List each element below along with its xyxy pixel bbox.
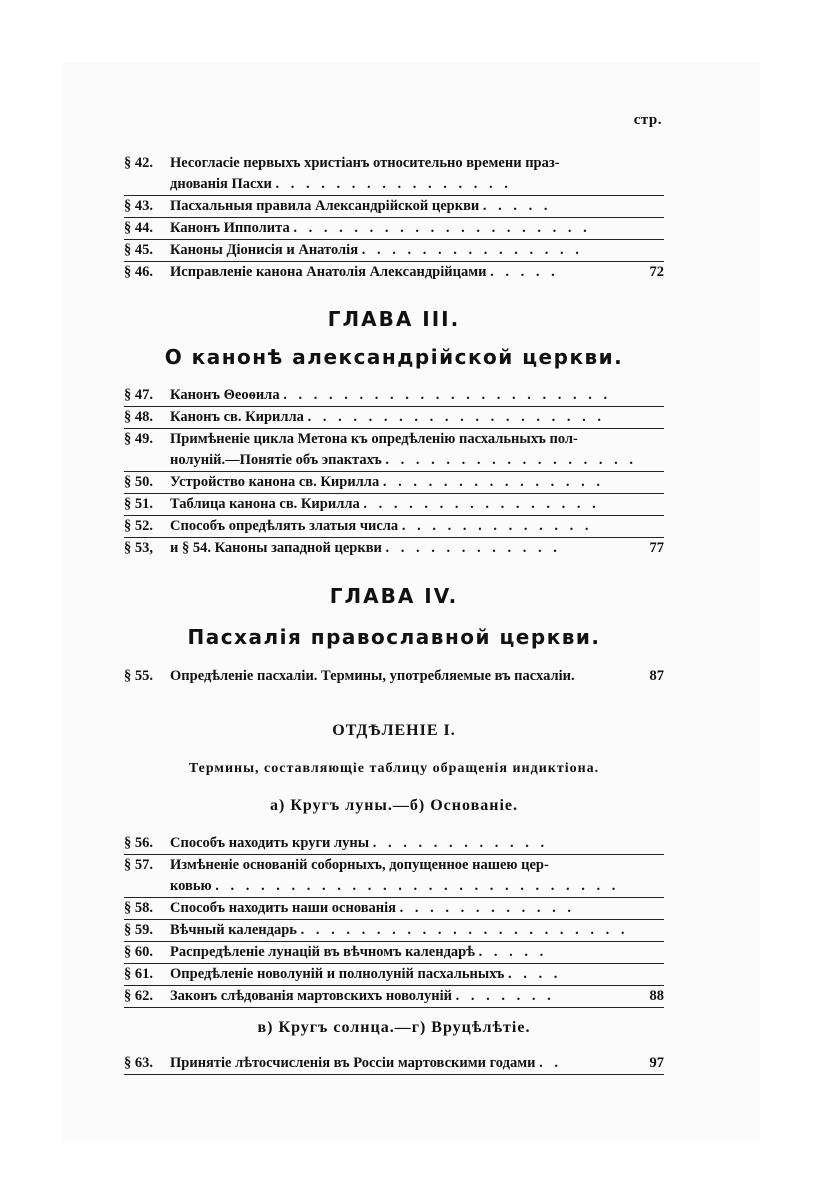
chapter-3-subtitle: О канонѣ александрійской церкви. (164, 345, 624, 369)
toc-group-63 (124, 1053, 664, 1075)
page-number: 72 (649, 264, 664, 280)
leader-dots: . . . . . . . . . . . . . . . . (275, 176, 512, 192)
entry-title: Канонъ Ипполита (170, 220, 290, 236)
entry-title: Канонъ Θеоѳила (170, 387, 280, 403)
entry-title-line2: нолуній.—Понятіе объ эпактахъ (170, 452, 382, 468)
leader-dots: . . . . . (478, 944, 548, 960)
entry-number: § 51. (124, 496, 153, 512)
entry-title: Способъ находить круги луны (170, 835, 370, 851)
entry-title-line2: ковью (170, 878, 212, 894)
leader-dots: . . . . (508, 966, 562, 982)
toc-entry-58[interactable] (124, 898, 664, 920)
chapter-4-subtitle: Пасхалія православной церкви. (187, 625, 601, 649)
toc-entry-48[interactable] (124, 407, 664, 429)
subsection-ab-title: а) Кругъ луны.—б) Основаніе. (270, 797, 518, 814)
entry-title: Канонъ св. Кирилла (170, 409, 304, 425)
entry-title-line2: днованія Пасхи (170, 176, 272, 192)
page-number: 97 (649, 1055, 664, 1071)
entry-title: Принятіе лѣтосчисленія въ Россіи мартовскими годами (170, 1055, 536, 1071)
entry-number: § 47. (124, 387, 153, 403)
page-number: 88 (649, 988, 664, 1004)
leader-dots: . . (539, 1055, 562, 1071)
entry-title: Способъ находить наши основанія (170, 900, 397, 916)
entry-title: Таблица канона св. Кирилла (170, 496, 360, 512)
entry-number: § 42. (124, 155, 153, 171)
entry-number: § 52. (124, 518, 153, 534)
entry-title: Вѣчный календарь (170, 922, 297, 938)
entry-number: § 55. (124, 668, 153, 684)
toc-entry-51[interactable] (124, 494, 664, 516)
entry-title-line1: Примѣненіе цикла Метона къ опредѣленію пасхальныхъ пол- (170, 431, 578, 447)
entry-number: § 63. (124, 1055, 153, 1071)
entry-number: § 49. (124, 431, 153, 447)
leader-dots: . . . . . . . . . . . . . . . . (363, 496, 600, 512)
entry-title: Устройство канона св. Кирилла (170, 474, 380, 490)
page-number: 77 (649, 540, 664, 556)
toc-entry-57[interactable] (124, 855, 664, 898)
leader-dots: . . . . . . . . . . . . (372, 835, 549, 851)
toc-entry-56[interactable] (124, 833, 664, 855)
leader-dots: . . . . . . . . . . . . . . . . . . . . . . (283, 387, 612, 403)
leader-dots: . . . . . (490, 264, 559, 280)
entry-title: Опредѣленіе новолуній и полнолуній пасхальныхъ (170, 966, 505, 982)
toc-entry-62[interactable] (124, 986, 664, 1008)
section-1-title: ОТДѢЛЕНІЕ I. (332, 722, 456, 739)
entry-title: Опредѣленіе пасхаліи. Термины, употребляемые въ пасхаліи. (170, 668, 575, 684)
section-1-subtitle: Термины, составляющіе таблицу обращенія индиктіона. (188, 761, 600, 776)
entry-title: Законъ слѣдованія мартовскихъ новолуній (170, 988, 452, 1004)
leader-dots: . . . . . . . . . . . . . . . (361, 242, 583, 258)
toc-entry-45[interactable] (124, 240, 664, 262)
entry-title: Каноны Діонисія и Анатолія (170, 242, 359, 258)
chapter-3-title: ГЛАВА III. (327, 307, 461, 331)
entry-title-line1: Измѣненіе основаній соборныхъ, допущенное нашею цер- (170, 857, 549, 873)
toc-group-1 (124, 153, 664, 283)
toc-entry-63[interactable] (124, 1053, 664, 1075)
leader-dots: . . . . . . . . . . . . . . . . . (385, 452, 637, 468)
entry-title: Исправленіе канона Анатолія Александрійцами (170, 264, 487, 280)
entry-number: § 62. (124, 988, 153, 1004)
leader-dots: . . . . . . . . . . . . . (401, 518, 593, 534)
toc-entry-44[interactable] (124, 218, 664, 240)
leader-dots: . . . . . . . . . . . . . . . . . . . . . . (300, 922, 629, 938)
entry-number: § 48. (124, 409, 153, 425)
toc-entry-60[interactable] (124, 942, 664, 964)
entry-number: § 56. (124, 835, 153, 851)
leader-dots: . . . . . . . . . . . . . . . . . . . . (307, 409, 605, 425)
toc-entry-49[interactable] (124, 429, 664, 472)
leader-dots: . . . . . . . (455, 988, 555, 1004)
entry-number: § 43. (124, 198, 153, 214)
subsection-vg-title: в) Кругъ солнца.—г) Вруцѣлѣтіе. (257, 1019, 531, 1036)
entry-number: § 44. (124, 220, 153, 236)
entry-title: и § 54. Каноны западной церкви (170, 540, 382, 556)
toc-group-2 (124, 385, 664, 559)
toc-entry-55[interactable] (124, 666, 664, 687)
toc-entry-53-54[interactable] (124, 538, 664, 559)
entry-number: § 60. (124, 944, 153, 960)
leader-dots: . . . . . . . . . . . . . . . . . . . . (293, 220, 591, 236)
leader-dots: . . . . . . . . . . . . . . . . . . . . . . . . . . . (215, 878, 620, 894)
leader-dots: . . . . . (482, 198, 552, 214)
entry-number: § 58. (124, 900, 153, 916)
entry-title: Пасхальныя правила Александрійской церкви (170, 198, 480, 214)
toc-entry-43[interactable] (124, 196, 664, 218)
chapter-4-title: ГЛАВА IV. (329, 584, 459, 608)
page-number: 87 (649, 668, 664, 684)
entry-number: § 53, (124, 540, 153, 556)
entry-number: § 61. (124, 966, 153, 982)
entry-number: § 59. (124, 922, 153, 938)
toc-group-55 (124, 666, 664, 687)
entry-number: § 45. (124, 242, 153, 258)
leader-dots: . . . . . . . . . . . . . . . (382, 474, 604, 490)
toc-group-3 (124, 833, 664, 1008)
leader-dots: . . . . . . . . . . . . (399, 900, 576, 916)
toc-entry-50[interactable] (124, 472, 664, 494)
toc-entry-46[interactable] (124, 262, 664, 283)
entry-title-line1: Несогласіе первыхъ христіанъ относительно времени праз- (170, 155, 560, 171)
page-column-header: стр. (633, 112, 662, 128)
toc-entry-42[interactable] (124, 153, 664, 196)
leader-dots: . . . . . . . . . . . . (385, 540, 561, 556)
entry-title: Способъ опредѣлять златыя числа (170, 518, 399, 534)
toc-entry-47[interactable] (124, 385, 664, 407)
entry-number: § 46. (124, 264, 153, 280)
entry-number: § 50. (124, 474, 153, 490)
entry-title: Распредѣленіе лунацій въ вѣчномъ календарѣ (170, 944, 475, 960)
toc-entry-61[interactable] (124, 964, 664, 986)
entry-number: § 57. (124, 857, 153, 873)
toc-entry-59[interactable] (124, 920, 664, 942)
toc-entry-52[interactable] (124, 516, 664, 538)
